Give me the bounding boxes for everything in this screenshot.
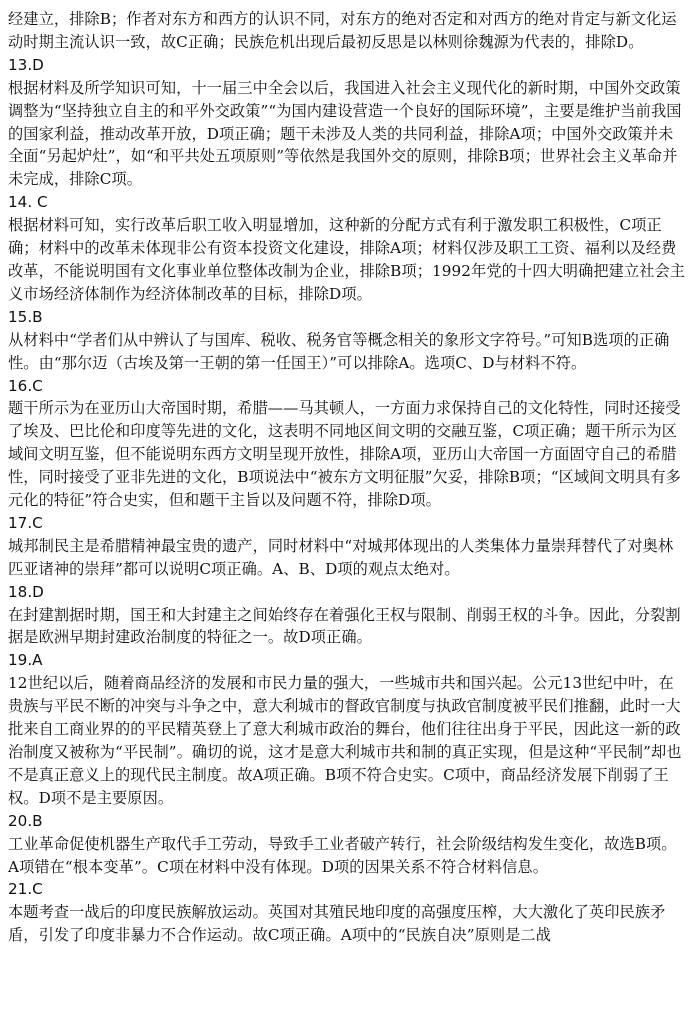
question-number: 15.B: [8, 307, 43, 326]
answer-21: [8, 878, 686, 947]
question-number: 21.C: [8, 880, 43, 899]
answer-16: [8, 375, 686, 512]
answer-15: [8, 306, 686, 375]
question-number: 19.A: [8, 651, 43, 670]
answer-13: [8, 54, 686, 191]
answer-17: [8, 512, 686, 581]
question-number: 13.D: [8, 55, 44, 74]
question-number: 18.D: [8, 582, 44, 601]
answer-20: [8, 810, 686, 879]
answer-14: [8, 191, 686, 306]
answer-explanation: 根据材料可知，实行改革后职工收入明显增加，这种新的分配方式有利于激发职工积极性，C项正确；材料中的改革未体现非公有资本投资文化建设，排除A项；材料仅涉及职工工资、福利以及经费改革，不能说明国有文化事业单位整体改制为企业，排除B项；1992年党的十四大明确把建立社会主义市场经济体制作为经济体制改革的目标，排除D项。: [8, 216, 686, 303]
answer-explanation: 工业革命促使机器生产取代手工劳动，导致手工业者破产转行，社会阶级结构发生变化，故选B项。A项错在“根本变革”。C项在材料中没有体现。D项的因果关系不符合材料信息。: [8, 834, 677, 876]
answer-19: [8, 649, 686, 809]
question-number: 14. C: [8, 193, 48, 212]
answer-explanation: 从材料中“学者们从中辨认了与国库、税收、税务官等概念相关的象形文字符号。”可知B选项的正确性。由“那尔迈（古埃及第一王朝的第一任国王）”可以排除A。选项C、D与材料不符。: [8, 330, 670, 372]
answer-explanation: 12世纪以后，随着商品经济的发展和市民力量的强大，一些城市共和国兴起。公元13世纪中叶，在贵族与平民不断的冲突与斗争之中，意大利城市的督政官制度与执政官制度被平民们推翻，此时一大批来自工商业界的的平民精英登上了意大利城市政治的舞台，他们往往出身于平民，因此这一新的政治制度又被称为“平民制”。确切的说，这才是意大利城市共和制的真正实现，但是这种“平民制”却也不是真正意义上的现代民主制度。故A项正确。B项不符合史实。C项中，商品经济发展下削弱了王权。D项不是主要原因。: [8, 674, 682, 807]
answer-explanation: 根据材料及所学知识可知，十一届三中全会以后，我国进入社会主义现代化的新时期，中国外交政策调整为“坚持独立自主的和平外交政策”“为国内建设营造一个良好的国际环境”，主要是维护当前我国的国家利益，推动改革开放，D项正确；题干未涉及人类的共同利益，排除A项；中国外交政策并未全面“另起炉灶”，如“和平共处五项原则”等依然是我国外交的原则，排除B项；世界社会主义革命并未完成，排除C项。: [8, 78, 682, 189]
question-number: 16.C: [8, 376, 43, 395]
answer-explanation: 在封建割据时期，国王和大封建主之间始终存在着强化王权与限制、削弱王权的斗争。因此，分裂割据是欧洲早期封建政治制度的特征之一。故D项正确。: [8, 605, 681, 647]
intro-paragraph: 经建立，排除B；作者对东方和西方的认识不同，对东方的绝对否定和对西方的绝对肯定与新文化运动时期主流认识一致，故C正确；民族危机出现后最初反思是以林则徐魏源为代表的，排除D。: [8, 10, 677, 51]
answer-explanation: 本题考查一战后的印度民族解放运动。英国对其殖民地印度的高强度压榨，大大激化了英印民族矛盾，引发了印度非暴力不合作运动。故C项正确。A项中的“民族自决”原则是二战: [8, 903, 666, 945]
document-page: [8, 8, 686, 947]
answer-explanation: 题干所示为在亚历山大帝国时期，希腊——马其顿人，一方面力求保持自己的文化特性，同时还接受了埃及、巴比伦和印度等先进的文化，这表明不同地区间文明的交融互鉴，C项正确；题干所示为区域间文明互鉴，但不能说明东西方文明呈现开放性，排除A项，亚历山大帝国一方面固守自己的希腊性，同时接受了亚非先进的文化，B项说法中“被东方文明征服”欠妥，排除B项；“区域间文明具有多元化的特征”符合史实，但和题干主旨以及问题不符，排除D项。: [8, 399, 681, 510]
question-number: 20.B: [8, 811, 43, 830]
answer-18: [8, 581, 686, 650]
answer-explanation: 城邦制民主是希腊精神最宝贵的遗产，同时材料中“对城邦体现出的人类集体力量崇拜替代了对奥林匹亚诸神的崇拜”都可以说明C项正确。A、B、D项的观点太绝对。: [8, 536, 674, 578]
question-number: 17.C: [8, 513, 43, 532]
